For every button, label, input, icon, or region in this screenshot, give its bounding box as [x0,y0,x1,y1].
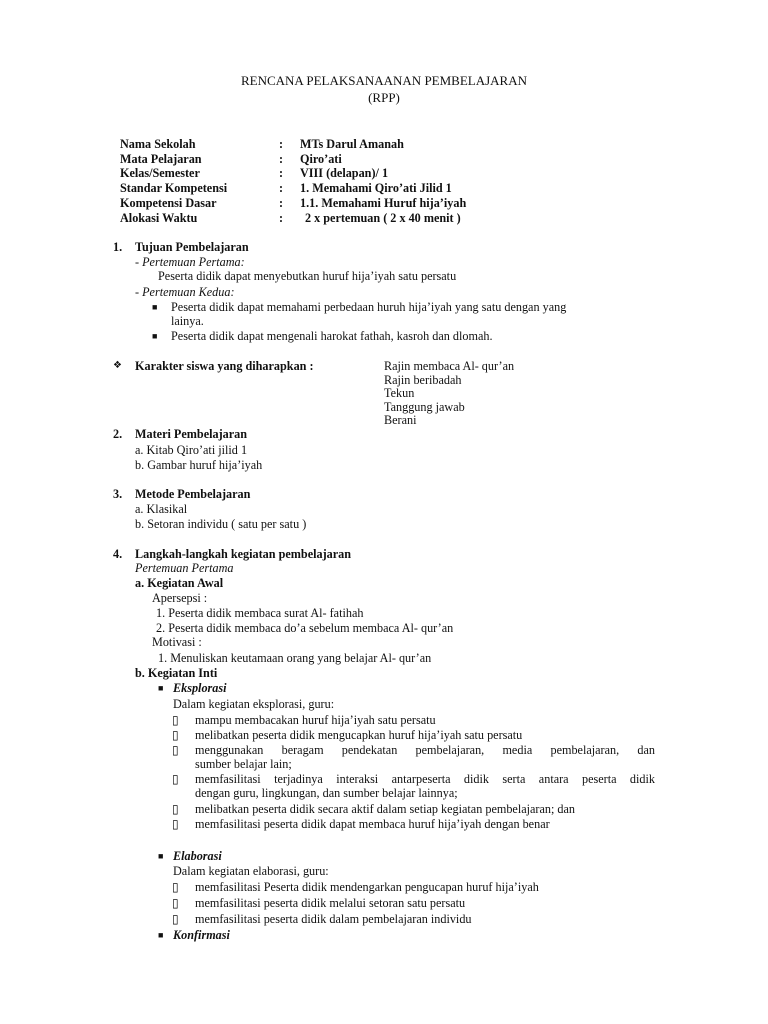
list-item: 2. Peserta didik membaca do’a sebelum membaca Al- qur’an [156,621,454,635]
objective-text: Peserta didik dapat memahami perbedaan huruh hija’iyah yang satu dengan yang [171,300,567,314]
objective-text: Peserta didik dapat mengenali harokat fathah, kasroh dan dlomah. [171,329,493,343]
elaborasi-intro: Dalam kegiatan elaborasi, guru: [173,864,329,878]
list-item-continued: dengan guru, lingkungan, dan sumber belajar lainnya; [195,786,458,800]
list-item: b. Setoran individu ( satu per satu ) [135,517,307,531]
meeting-label: - Pertemuan Pertama: [135,255,245,269]
identity-value: MTs Darul Amanah [300,137,404,151]
box-bullet-icon: ▯ [172,713,179,727]
box-bullet-icon: ▯ [172,912,179,926]
identity-label: Kompetensi Dasar [120,196,217,210]
section-title: Materi Pembelajaran [135,427,248,441]
meeting-label: Pertemuan Pertama [135,561,234,575]
identity-value: 2 x pertemuan ( 2 x 40 menit ) [305,211,461,225]
karakter-value: Rajin membaca Al- qur’an [384,359,515,373]
identity-label: Mata Pelajaran [120,152,202,166]
section-number: 2. [113,427,123,441]
list-item: melibatkan peserta didik mengucapkan huruf hija’iyah satu persatu [195,728,523,742]
list-item: a. Klasikal [135,502,188,516]
square-bullet-icon: ■ [152,302,158,312]
identity-separator: : [279,137,284,151]
list-item: b. Gambar huruf hija’iyah [135,458,263,472]
section-number: 1. [113,240,123,254]
document-title: RENCANA PELAKSANAANAN PEMBELAJARAN [240,73,528,88]
objective-text: lainya. [171,314,204,328]
list-item-continued: sumber belajar lain; [195,757,292,771]
identity-value: Qiro’ati [300,152,342,166]
section-number: 4. [113,547,123,561]
list-item: memfasilitasi Peserta didik mendengarkan pengucapan huruf hija’iyah [195,880,539,894]
box-bullet-icon: ▯ [172,896,179,910]
karakter-label: Karakter siswa yang diharapkan : [135,359,314,373]
section-title: Metode Pembelajaran [135,487,251,501]
section-title: Tujuan Pembelajaran [135,240,249,254]
subsection-title: b. Kegiatan Inti [135,666,218,680]
box-bullet-icon: ▯ [172,880,179,894]
eksplorasi-intro: Dalam kegiatan eksplorasi, guru: [173,697,335,711]
objective-text: Peserta didik dapat menyebutkan huruf hija’iyah satu persatu [158,269,457,283]
identity-value: 1. Memahami Qiro’ati Jilid 1 [300,181,452,195]
identity-value: 1.1. Memahami Huruf hija’iyah [300,196,467,210]
square-bullet-icon: ■ [158,683,164,693]
box-bullet-icon: ▯ [172,817,179,831]
list-item: a. Kitab Qiro’ati jilid 1 [135,443,248,457]
karakter-value: Berani [384,413,417,427]
box-bullet-icon: ▯ [172,743,179,757]
konfirmasi-title: Konfirmasi [173,928,230,942]
identity-label: Kelas/Semester [120,166,200,180]
box-bullet-icon: ▯ [172,772,179,786]
identity-label: Alokasi Waktu [120,211,198,225]
elaborasi-title: Elaborasi [173,849,222,863]
square-bullet-icon: ■ [158,851,164,861]
section-number: 3. [113,487,123,501]
identity-separator: : [279,181,284,195]
list-item: menggunakan beragam pendekatan pembelajaran, media pembelajaran, dan [195,743,655,757]
meeting-label: - Pertemuan Kedua: [135,285,235,299]
identity-value: VIII (delapan)/ 1 [300,166,389,180]
karakter-value: Tekun [384,386,415,400]
karakter-value: Rajin beribadah [384,373,462,387]
list-item: 1. Menuliskan keutamaan orang yang belajar Al- qur’an [158,651,432,665]
identity-label: Nama Sekolah [120,137,196,151]
list-item: memfasilitasi peserta didik dapat membaca huruf hija’iyah dengan benar [195,817,550,831]
motivasi-label: Motivasi : [152,635,202,649]
list-item: memfasilitasi peserta didik melalui setoran satu persatu [195,896,466,910]
identity-separator: : [279,166,284,180]
section-title: Langkah-langkah kegiatan pembelajaran [135,547,352,561]
apersepsi-label: Apersepsi : [152,591,208,605]
list-item: mampu membacakan huruf hija’iyah satu persatu [195,713,436,727]
square-bullet-icon: ■ [152,331,158,341]
document-subtitle: (RPP) [368,90,400,105]
identity-separator: : [279,211,284,225]
box-bullet-icon: ▯ [172,728,179,742]
list-item: 1. Peserta didik membaca surat Al- fatihah [156,606,364,620]
subsection-title: a. Kegiatan Awal [135,576,224,590]
box-bullet-icon: ▯ [172,802,179,816]
eksplorasi-title: Eksplorasi [173,681,227,695]
list-item: memfasilitasi terjadinya interaksi antarpeserta didik serta antara peserta didik [195,772,655,786]
diamond-bullet-icon: ❖ [113,360,122,371]
identity-separator: : [279,196,284,210]
karakter-value: Tanggung jawab [384,400,465,414]
identity-label: Standar Kompetensi [120,181,228,195]
identity-separator: : [279,152,284,166]
square-bullet-icon: ■ [158,930,164,940]
list-item: melibatkan peserta didik secara aktif dalam setiap kegiatan pembelajaran; dan [195,802,576,816]
list-item: memfasilitasi peserta didik dalam pembelajaran individu [195,912,472,926]
